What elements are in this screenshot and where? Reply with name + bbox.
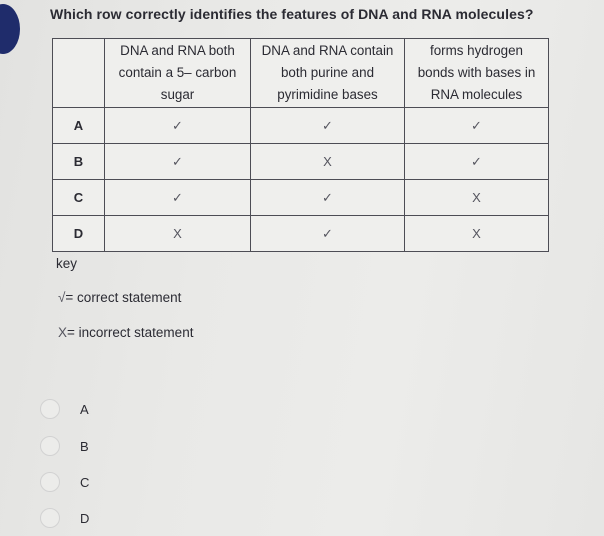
header-line: DNA and RNA both xyxy=(120,43,235,58)
header-line: RNA molecules xyxy=(430,87,523,102)
header-bases xyxy=(251,39,405,108)
radio-button-icon[interactable] xyxy=(40,508,60,528)
option-a[interactable] xyxy=(40,395,122,423)
row-label: C xyxy=(53,180,105,216)
features-table xyxy=(52,38,549,252)
mark-cell: ✓ xyxy=(405,144,549,180)
mark-cell: ✓ xyxy=(251,108,405,144)
header-line: DNA and RNA contain xyxy=(261,43,394,58)
option-label: D xyxy=(80,510,90,526)
cross-icon: X xyxy=(58,325,68,340)
key-title: key xyxy=(56,256,78,271)
option-label: A xyxy=(80,401,89,417)
header-line: pyrimidine bases xyxy=(277,87,378,102)
option-d[interactable] xyxy=(40,504,122,532)
mark-cell: X xyxy=(105,216,251,252)
mark-cell: ✓ xyxy=(105,144,251,180)
header-corner xyxy=(53,39,105,108)
option-label: C xyxy=(80,474,90,490)
radio-button-icon[interactable] xyxy=(40,399,60,419)
header-line: contain a 5– carbon xyxy=(118,65,237,80)
check-icon: √ xyxy=(58,290,66,305)
table-row xyxy=(53,108,549,144)
key-incorrect xyxy=(58,325,193,340)
radio-button-icon[interactable] xyxy=(40,436,60,456)
option-c[interactable] xyxy=(40,468,122,496)
row-label: A xyxy=(53,108,105,144)
side-marker xyxy=(0,4,20,54)
header-line: both purine and xyxy=(280,65,375,80)
row-label: B xyxy=(53,144,105,180)
option-label: B xyxy=(80,438,89,454)
header-hydrogen-bonds xyxy=(405,39,549,108)
mark-cell: ✓ xyxy=(405,108,549,144)
mark-cell: ✓ xyxy=(105,108,251,144)
table-row xyxy=(53,144,549,180)
table-row xyxy=(53,180,549,216)
mark-cell: ✓ xyxy=(251,180,405,216)
header-sugar xyxy=(105,39,251,108)
radio-button-icon[interactable] xyxy=(40,472,60,492)
mark-cell: ✓ xyxy=(251,216,405,252)
row-label: D xyxy=(53,216,105,252)
key-text: = correct statement xyxy=(65,290,182,305)
table-row xyxy=(53,216,549,252)
mark-cell: ✓ xyxy=(105,180,251,216)
option-b[interactable] xyxy=(40,432,122,460)
mark-cell: X xyxy=(405,180,549,216)
mark-cell: X xyxy=(405,216,549,252)
header-line: forms hydrogen xyxy=(429,43,524,58)
key-correct xyxy=(58,290,181,305)
table-header-row xyxy=(53,39,549,108)
header-line: bonds with bases in xyxy=(417,65,536,80)
mark-cell: X xyxy=(251,144,405,180)
question-text: Which row correctly identifies the features of DNA and RNA molecules? xyxy=(50,6,534,22)
key-text: = incorrect statement xyxy=(67,325,194,340)
header-line: sugar xyxy=(160,87,195,102)
